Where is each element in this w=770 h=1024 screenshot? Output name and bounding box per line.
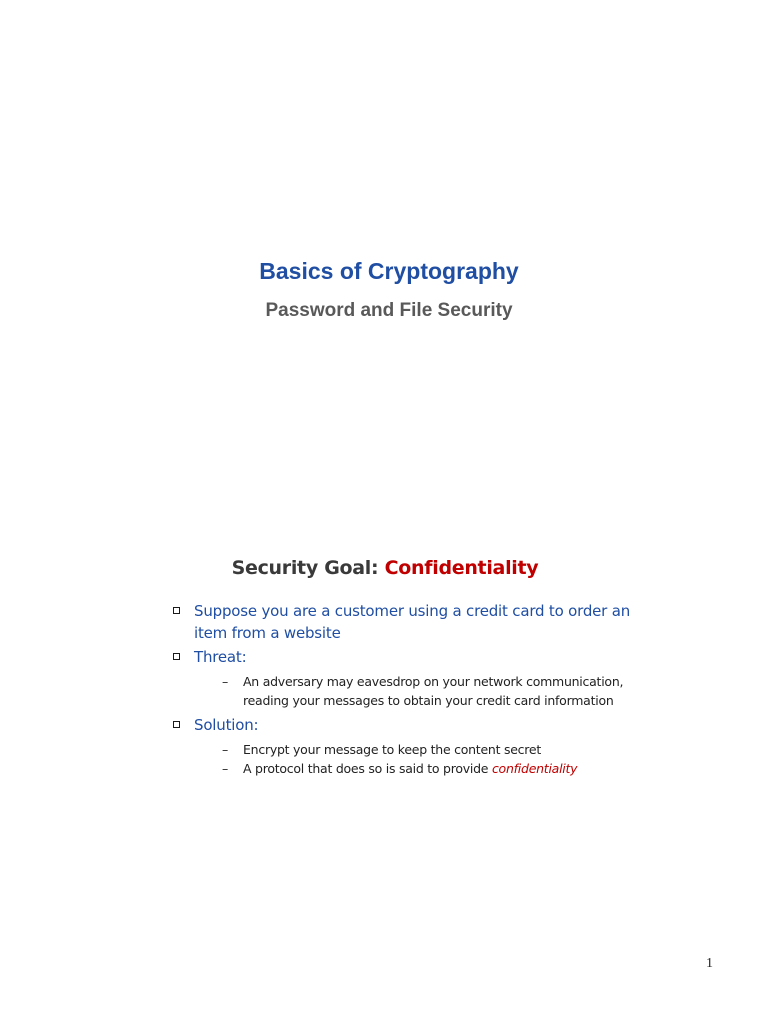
- dash-icon: –: [222, 674, 228, 689]
- section-heading: [0, 557, 770, 579]
- emphasized-term: confidentiality: [491, 761, 578, 776]
- threat-sub-list: [194, 672, 632, 710]
- sub-item-encrypt: [194, 740, 632, 759]
- checkbox-bullet-icon: [173, 607, 180, 614]
- section-heading-accent: Confidentiality: [384, 557, 539, 579]
- slide-title: Basics of Cryptography: [259, 258, 519, 284]
- sub-item-threat-description: [194, 672, 632, 710]
- sub-item-protocol: [194, 759, 632, 778]
- checkbox-bullet-icon: [173, 721, 180, 728]
- sub-item-text: A protocol that does so is said to provide: [243, 761, 492, 776]
- slide-subtitle: Password and File Security: [265, 300, 513, 321]
- dash-icon: –: [222, 761, 228, 776]
- dash-icon: –: [222, 742, 228, 757]
- bullet-text: Solution:: [194, 716, 259, 734]
- bullet-text: Threat:: [194, 648, 247, 666]
- bullet-text: Suppose you are a customer using a credit card to order an item from a website: [194, 602, 630, 642]
- checkbox-bullet-icon: [173, 653, 180, 660]
- sub-item-text: An adversary may eavesdrop on your network communication, reading your messages to obtain your credit card information: [243, 674, 624, 708]
- bullet-item-scenario: [172, 600, 632, 644]
- sub-item-text: Encrypt your message to keep the content secret: [243, 742, 541, 757]
- section-heading-prefix: Security Goal:: [231, 557, 385, 579]
- solution-sub-list: [194, 740, 632, 778]
- bullet-item-solution: [172, 714, 632, 778]
- bullet-list: [172, 600, 632, 782]
- bullet-item-threat: [172, 646, 632, 710]
- page-number: 1: [706, 956, 713, 971]
